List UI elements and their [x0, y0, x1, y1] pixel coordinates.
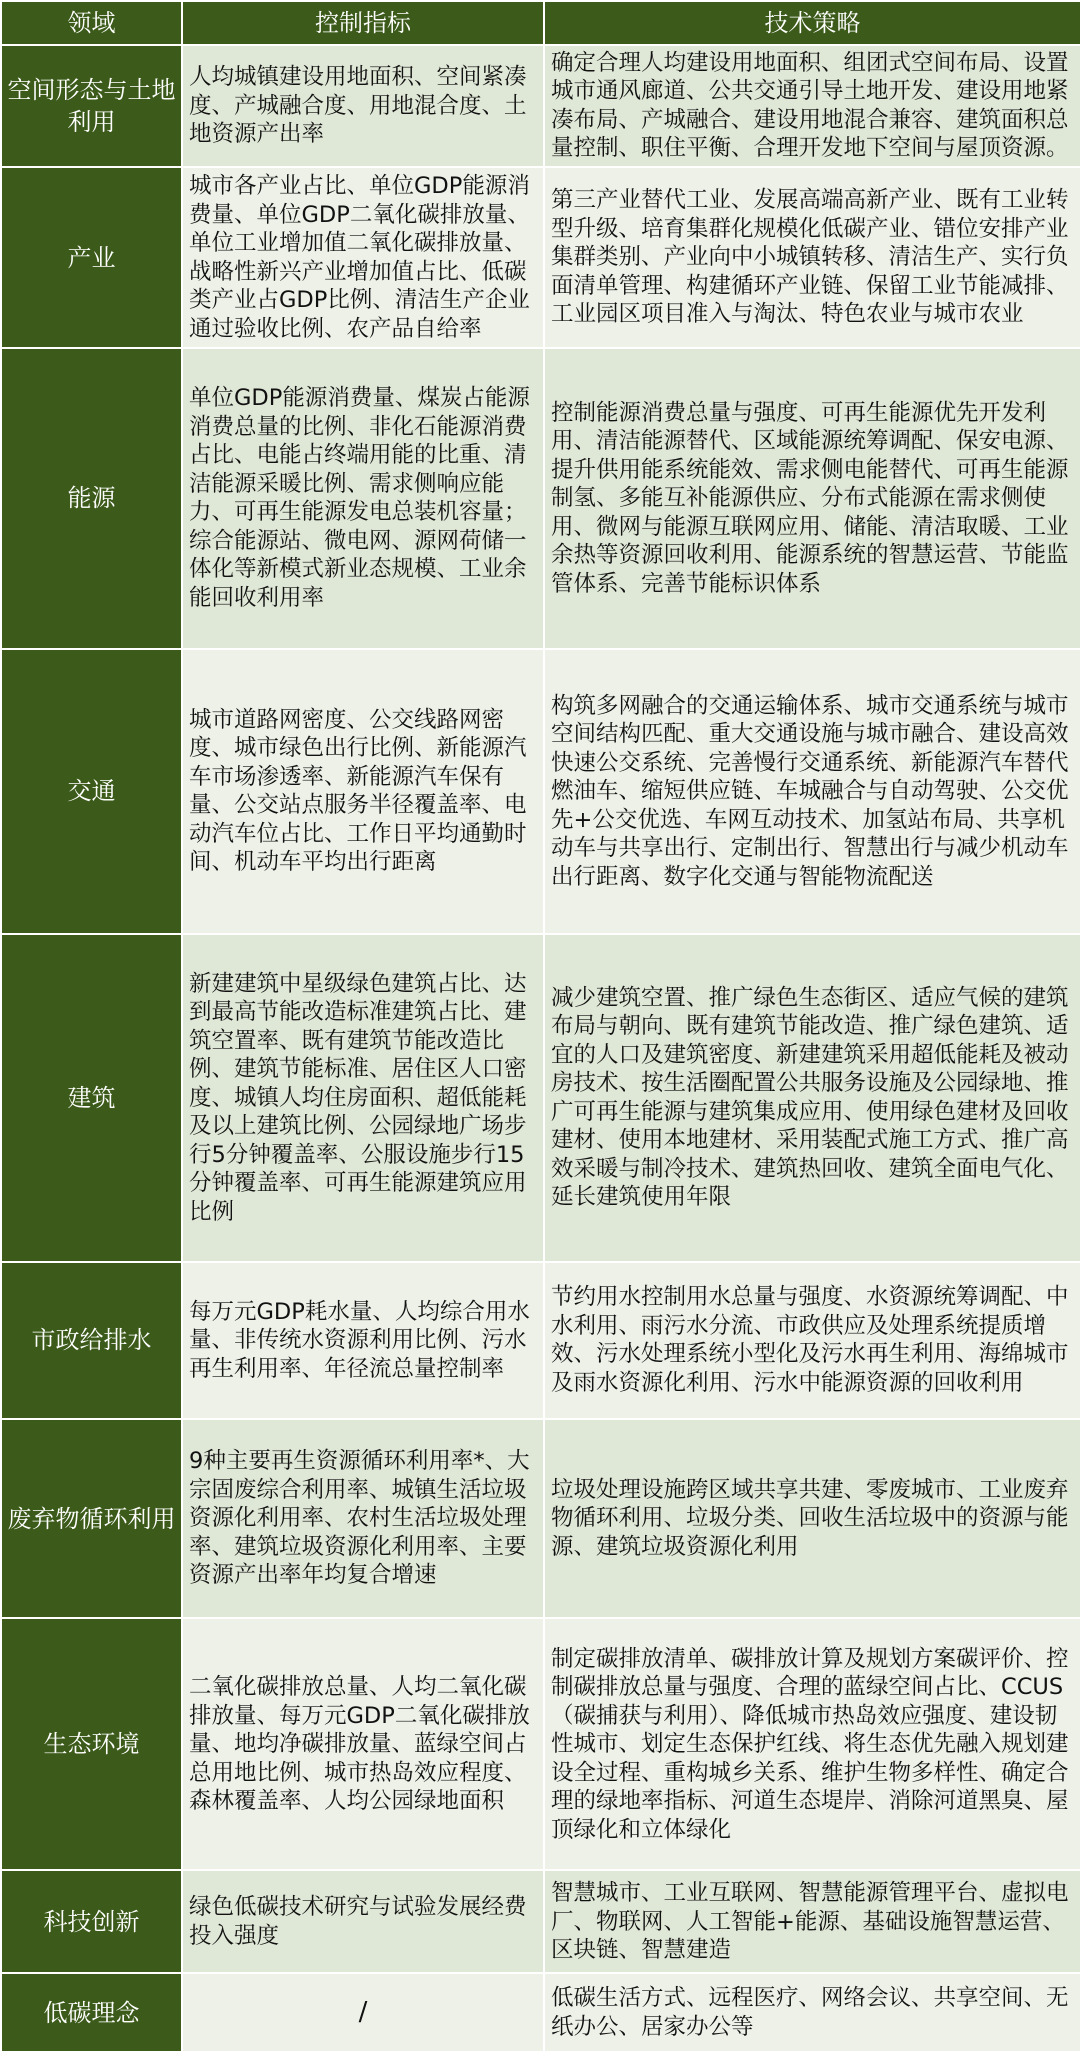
domain-cell: 产业 — [1, 167, 182, 349]
table-row — [1, 649, 1080, 935]
table-row — [1, 934, 1080, 1262]
domain-cell: 废弃物循环利用 — [1, 1419, 182, 1618]
indicator-cell: 城市各产业占比、单位GDP能源消费量、单位GDP二氧化碳排放量、单位工业增加值二氧化碳排放量、战略性新兴产业增加值占比、低碳类产业占GDP比例、清洁生产企业通过验收比例、农产品自给率 — [182, 167, 544, 349]
table-row — [1, 1870, 1080, 1973]
strategy-cell: 减少建筑空置、推广绿色生态街区、适应气候的建筑布局与朝向、既有建筑节能改造、推广绿色建筑、适宜的人口及建筑密度、新建建筑采用超低能耗及被动房技术、按生活圈配置公共服务设施及公园绿地、推广可再生能源与建筑集成应用、使用绿色建材及回收建材、使用本地建材、采用装配式施工方式、推广高效采暖与制冷技术、建筑热回收、建筑全面电气化、延长建筑使用年限 — [544, 934, 1080, 1262]
indicator-cell: 单位GDP能源消费量、煤炭占能源消费总量的比例、非化石能源消费占比、电能占终端用能的比重、清洁能源采暖比例、需求侧响应能力、可再生能源发电总装机容量；综合能源站、微电网、源网荷储一体化等新模式新业态规模、工业余能回收利用率 — [182, 348, 544, 648]
strategy-cell: 垃圾处理设施跨区域共享共建、零废城市、工业废弃物循环利用、垃圾分类、回收生活垃圾中的资源与能源、建筑垃圾资源化利用 — [544, 1419, 1080, 1618]
table-row — [1, 1618, 1080, 1870]
table-row — [1, 1262, 1080, 1419]
domain-cell: 低碳理念 — [1, 1973, 182, 2052]
domain-cell: 能源 — [1, 348, 182, 648]
indicator-cell: 新建建筑中星级绿色建筑占比、达到最高节能改造标准建筑占比、建筑空置率、既有建筑节能改造比例、建筑节能标准、居住区人口密度、城镇人均住房面积、超低能耗及以上建筑比例、公园绿地广场步行5分钟覆盖率、公服设施步行15分钟覆盖率、可再生能源建筑应用比例 — [182, 934, 544, 1262]
strategy-cell: 第三产业替代工业、发展高端高新产业、既有工业转型升级、培育集群化规模化低碳产业、错位安排产业集群类别、产业向中小城镇转移、清洁生产、实行负面清单管理、构建循环产业链、保留工业节能减排、工业园区项目准入与淘汰、特色农业与城市农业 — [544, 167, 1080, 349]
domain-cell: 生态环境 — [1, 1618, 182, 1870]
domain-cell: 空间形态与土地利用 — [1, 45, 182, 167]
table-row — [1, 348, 1080, 648]
indicator-cell: / — [182, 1973, 544, 2052]
strategy-cell: 低碳生活方式、远程医疗、网络会议、共享空间、无纸办公、居家办公等 — [544, 1973, 1080, 2052]
table-row — [1, 1973, 1080, 2052]
domain-cell: 科技创新 — [1, 1870, 182, 1973]
strategy-cell: 构筑多网融合的交通运输体系、城市交通系统与城市空间结构匹配、重大交通设施与城市融合、建设高效快速公交系统、完善慢行交通系统、新能源汽车替代燃油车、缩短供应链、车城融合与自动驾驶、公交优先+公交优选、车网互动技术、加氢站布局、共享机动车与共享出行、定制出行、智慧出行与减少机动车出行距离、数字化交通与智能物流配送 — [544, 649, 1080, 935]
indicator-cell: 绿色低碳技术研究与试验发展经费投入强度 — [182, 1870, 544, 1973]
domain-cell: 建筑 — [1, 934, 182, 1262]
strategy-cell: 智慧城市、工业互联网、智慧能源管理平台、虚拟电厂、物联网、人工智能+能源、基础设施智慧运营、区块链、智慧建造 — [544, 1870, 1080, 1973]
table-row — [1, 1419, 1080, 1618]
header-domain: 领域 — [1, 1, 182, 45]
indicator-cell: 城市道路网密度、公交线路网密度、城市绿色出行比例、新能源汽车市场渗透率、新能源汽车保有量、公交站点服务半径覆盖率、电动汽车位占比、工作日平均通勤时间、机动车平均出行距离 — [182, 649, 544, 935]
domain-cell: 市政给排水 — [1, 1262, 182, 1419]
indicator-cell: 二氧化碳排放总量、人均二氧化碳排放量、每万元GDP二氧化碳排放量、地均净碳排放量、蓝绿空间占总用地比例、城市热岛效应程度、森林覆盖率、人均公园绿地面积 — [182, 1618, 544, 1870]
strategy-cell: 制定碳排放清单、碳排放计算及规划方案碳评价、控制碳排放总量与强度、合理的蓝绿空间占比、CCUS（碳捕获与利用）、降低城市热岛效应强度、建设韧性城市、划定生态保护红线、将生态优先融入规划建设全过程、重构城乡关系、维护生物多样性、确定合理的绿地率指标、河道生态堤岸、消除河道黑臭、屋顶绿化和立体绿化 — [544, 1618, 1080, 1870]
strategy-cell: 控制能源消费总量与强度、可再生能源优先开发利用、清洁能源替代、区域能源统筹调配、保安电源、提升供用能系统能效、需求侧电能替代、可再生能源制氢、多能互补能源供应、分布式能源在需求侧使用、微网与能源互联网应用、储能、清洁取暖、工业余热等资源回收利用、能源系统的智慧运营、节能监管体系、完善节能标识体系 — [544, 348, 1080, 648]
domain-cell: 交通 — [1, 649, 182, 935]
header-strategies: 技术策略 — [544, 1, 1080, 45]
strategy-cell: 节约用水控制用水总量与强度、水资源统筹调配、中水利用、雨污水分流、市政供应及处理系统提质增效、污水处理系统小型化及污水再生利用、海绵城市及雨水资源化利用、污水中能源资源的回收利用 — [544, 1262, 1080, 1419]
header-indicators: 控制指标 — [182, 1, 544, 45]
header-row — [1, 1, 1080, 45]
table-row — [1, 167, 1080, 349]
table-row — [1, 45, 1080, 167]
indicator-cell: 人均城镇建设用地面积、空间紧凑度、产城融合度、用地混合度、土地资源产出率 — [182, 45, 544, 167]
indicator-cell: 每万元GDP耗水量、人均综合用水量、非传统水资源利用比例、污水再生利用率、年径流总量控制率 — [182, 1262, 544, 1419]
strategy-cell: 确定合理人均建设用地面积、组团式空间布局、设置城市通风廊道、公共交通引导土地开发、建设用地紧凑布局、产城融合、建设用地混合兼容、建筑面积总量控制、职住平衡、合理开发地下空间与屋顶资源。 — [544, 45, 1080, 167]
indicator-cell: 9种主要再生资源循环利用率*、大宗固废综合利用率、城镇生活垃圾资源化利用率、农村生活垃圾处理率、建筑垃圾资源化利用率、主要资源产出率年均复合增速 — [182, 1419, 544, 1618]
